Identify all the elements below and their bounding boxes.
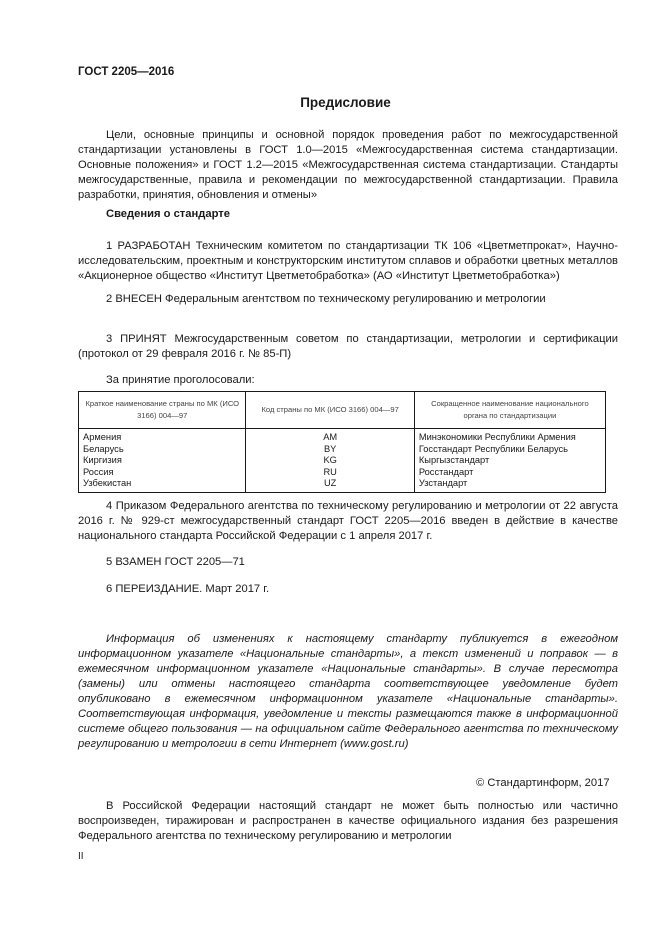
- voted-label: За принятие проголосовали:: [106, 374, 255, 386]
- cell-country: Беларусь: [79, 444, 246, 456]
- cell-body: Росстандарт: [414, 467, 605, 479]
- table-header-row: [79, 392, 606, 429]
- table-row: [79, 429, 606, 444]
- cell-body: Узстандарт: [414, 478, 605, 492]
- cell-country: Киргизия: [79, 455, 246, 467]
- cell-body: Кыргызстандарт: [414, 455, 605, 467]
- cell-country: Армения: [79, 429, 246, 444]
- item-introduced: 2 ВНЕСЕН Федеральным агентством по техническому регулированию и метрологии: [106, 293, 546, 305]
- item-replaces: 5 ВЗАМЕН ГОСТ 2205—71: [106, 556, 245, 568]
- voting-table: [78, 391, 606, 493]
- item-adopted: 3 ПРИНЯТ Межгосударственным советом по стандартизации, метрологии и сертификации (протокол от 29 февраля 2016 г. № 85-П): [78, 333, 618, 360]
- cell-country: Россия: [79, 467, 246, 479]
- rights-notice: В Российской Федерации настоящий стандарт не может быть полностью или частично воспроизведен, тиражирован и распространен в качестве официального издания без разрешения Федерального агентства по техническому регулированию и метрологии: [78, 800, 618, 842]
- header-country-name: Краткое наименование страны по МК (ИСО 3166) 004—97: [79, 392, 246, 429]
- table-row: [79, 478, 606, 492]
- cell-code: RU: [246, 467, 414, 479]
- page-number: II: [78, 851, 84, 862]
- cell-code: UZ: [246, 478, 414, 492]
- cell-code: KG: [246, 455, 414, 467]
- section-heading: Сведения о стандарте: [106, 208, 230, 220]
- cell-code: BY: [246, 444, 414, 456]
- copyright-line: © Стандартинформ, 2017: [476, 777, 610, 789]
- cell-country: Узбекистан: [79, 478, 246, 492]
- cell-body: Минэкономики Республики Армения: [414, 429, 605, 444]
- item-developed: 1 РАЗРАБОТАН Техническим комитетом по стандартизации ТК 106 «Цветметпрокат», Научно-исследовательским, проектным и конструкторским институтом сплавов и обработки цветных металлов «Акционерное общество «Институт Цветметобработка» (АО «Институт Цветметобработка»): [78, 240, 618, 282]
- changes-notice: Информация об изменениях к настоящему стандарту публикуется в ежегодном информационном указателе «Национальные стандарты», а текст изменений и поправок — в ежемесячном информационном указателе «Национальные стандарты». В случае пересмотра (замены) или отмены настоящего стандарта соответствующее уведомление будет опубликовано в ежемесячном информационном указателе «Национальные стандарты». Соответствующая информация, уведомление и тексты размещаются также в информационной системе общего пользования — на официальном сайте Федерального агентства по техническому регулированию и метрологии в сети Интернет (www.gost.ru): [78, 633, 618, 750]
- table-row: [79, 444, 606, 456]
- table-row: [79, 455, 606, 467]
- page-title: Предисловие: [300, 95, 391, 110]
- cell-body: Госстандарт Республики Беларусь: [414, 444, 605, 456]
- table-row: [79, 467, 606, 479]
- standard-code-header: ГОСТ 2205—2016: [78, 66, 175, 78]
- item-enacted: 4 Приказом Федерального агентства по техническому регулированию и метрологии от 22 августа 2016 г. № 929-ст межгосударственный стандарт ГОСТ 2205—2016 введен в действие в качестве национального стандарта Российской Федерации с 1 апреля 2017 г.: [78, 500, 618, 542]
- header-standards-body: Сокращенное наименование национального органа по стандартизации: [414, 392, 605, 429]
- item-reissue: 6 ПЕРЕИЗДАНИЕ. Март 2017 г.: [106, 583, 270, 595]
- header-country-code: Код страны по МК (ИСО 3166) 004—97: [246, 392, 414, 429]
- intro-paragraph: Цели, основные принципы и основной порядок проведения работ по межгосударственной стандартизации установлены в ГОСТ 1.0—2015 «Межгосударственная система стандартизации. Основные положения» и ГОСТ 1.2—2015 «Межгосударственная система стандартизации. Стандарты межгосударственные, правила и рекомендации по межгосударственной стандартизации. Правила разработки, принятия, обновления и отмены»: [78, 129, 618, 201]
- cell-code: AM: [246, 429, 414, 444]
